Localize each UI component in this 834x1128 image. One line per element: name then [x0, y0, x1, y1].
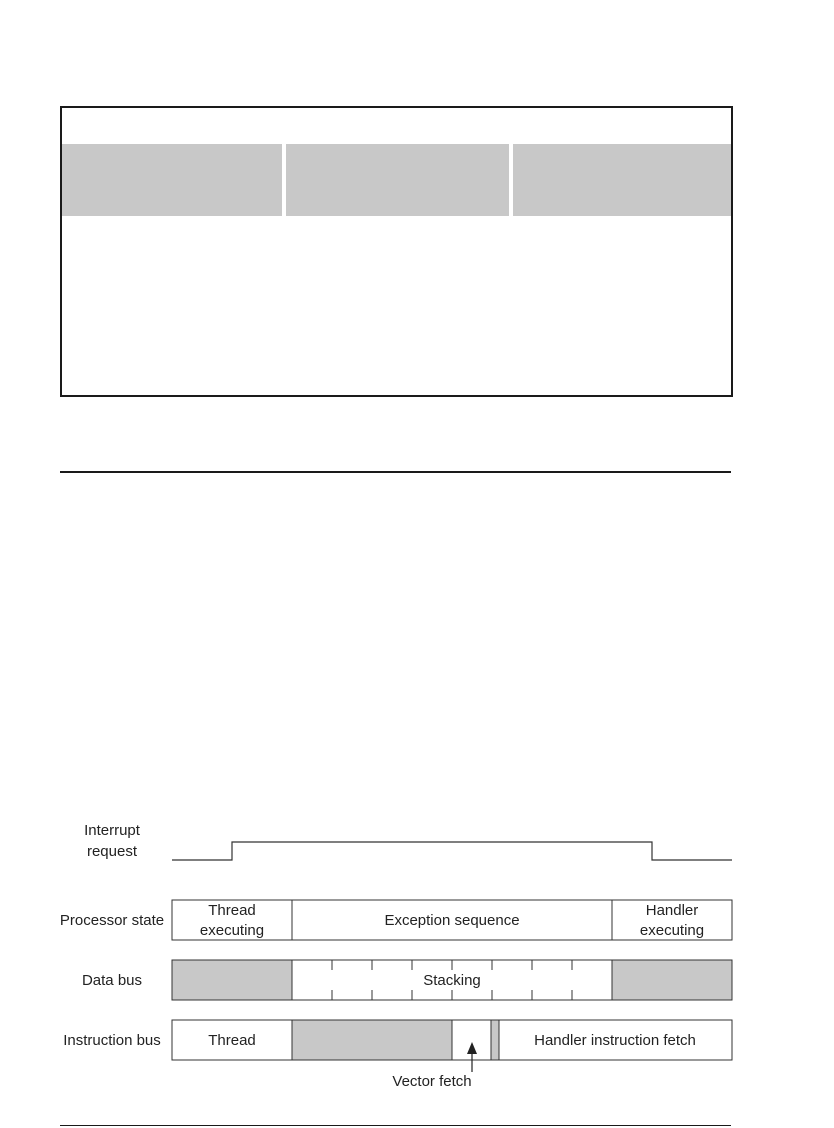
vector-fetch-label: Vector fetch [392, 1073, 472, 1090]
interrupt-request-label-line1: Interrupt [84, 822, 140, 839]
thread-executing-line2: executing [199, 922, 265, 939]
instruction-bus-label: Instruction bus [63, 1032, 161, 1049]
interrupt-request-waveform [172, 842, 732, 860]
instruction-bus-shaded-segment [292, 1020, 452, 1060]
instruction-bus-gap-shaded [491, 1020, 499, 1060]
section-rule [60, 471, 731, 473]
thread-executing-line1: Thread [208, 902, 256, 919]
processor-state-label: Processor state [59, 912, 165, 929]
table-header-cell-2 [286, 144, 509, 216]
handler-executing-line2: executing [639, 922, 705, 939]
data-bus-handler-shaded [612, 960, 732, 1000]
instruction-thread-label: Thread [208, 1032, 256, 1049]
interrupt-request-label-line2: request [86, 843, 138, 860]
data-bus-label: Data bus [81, 972, 143, 989]
table-header-cell-1 [62, 144, 282, 216]
timing-diagram [0, 810, 834, 1100]
table-header-cell-3 [513, 144, 731, 216]
table-frame [60, 106, 733, 397]
stacking-label: Stacking [423, 972, 481, 989]
exception-sequence-label: Exception sequence [384, 912, 520, 929]
footer-rule [60, 1125, 731, 1126]
handler-executing-line1: Handler [645, 902, 699, 919]
handler-instruction-fetch-label: Handler instruction fetch [534, 1032, 696, 1049]
data-bus-thread-shaded [172, 960, 292, 1000]
